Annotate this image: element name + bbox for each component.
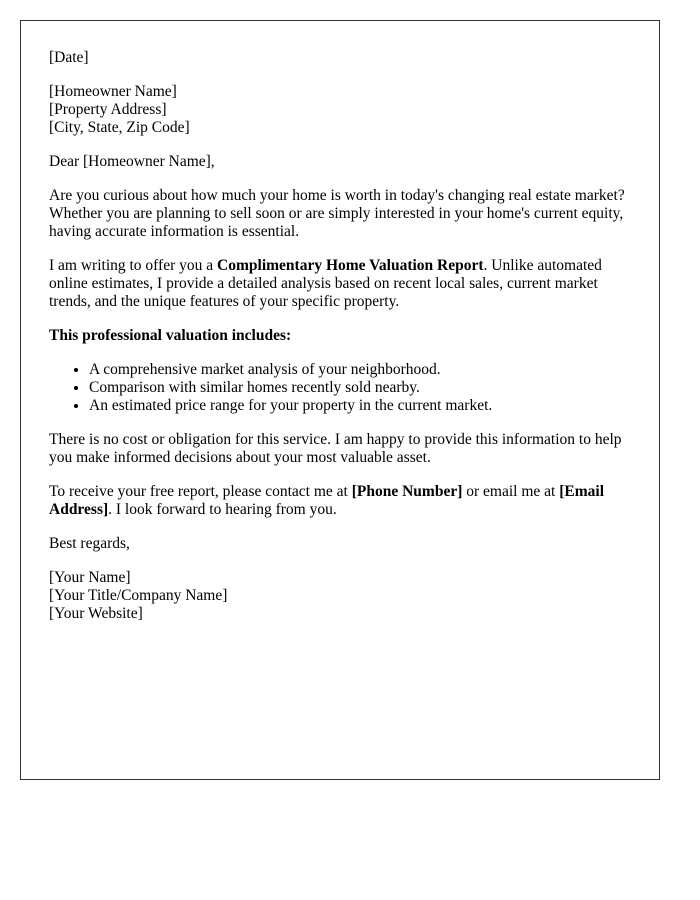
includes-heading-text: This professional valuation includes:	[49, 327, 292, 344]
no-cost-paragraph: There is no cost or obligation for this service. I am happy to provide this information to help you make informed decisions about your most valuable asset.	[49, 431, 622, 466]
closing: Best regards,	[49, 535, 130, 552]
list-item: • Comparison with similar homes recently sold nearby.	[89, 379, 631, 397]
contact-text-before: To receive your free report, please contact me at	[49, 483, 352, 500]
signature-title-company: [Your Title/Company Name]	[49, 587, 228, 604]
includes-list	[49, 361, 631, 415]
letter-date: [Date]	[49, 49, 89, 66]
salutation: Dear [Homeowner Name],	[49, 153, 215, 170]
letter-page	[20, 20, 660, 780]
signature-name: [Your Name]	[49, 569, 131, 586]
list-item: • An estimated price range for your property in the current market.	[89, 397, 631, 415]
offer-report-name: Complimentary Home Valuation Report	[217, 257, 484, 274]
signature-website: [Your Website]	[49, 605, 143, 622]
contact-phone: [Phone Number]	[351, 483, 463, 500]
recipient-city-state-zip: [City, State, Zip Code]	[49, 119, 190, 136]
list-item: • A comprehensive market analysis of your neighborhood.	[89, 361, 631, 379]
contact-text-middle: or email me at	[462, 483, 560, 500]
offer-text-after: . Unlike automated online estimates, I provide a detailed analysis based on recent local sales, current market trends, and the unique features of your specific property.	[49, 257, 602, 310]
intro-paragraph: Are you curious about how much your home is worth in today's changing real estate market? Whether you are planning to sell soon or are simply interested in your home's current equity, having accurate information is essential.	[49, 187, 625, 240]
recipient-address: [Property Address]	[49, 101, 167, 118]
recipient-address-block	[49, 83, 631, 137]
signature-block	[49, 569, 631, 623]
contact-text-after: . I look forward to hearing from you.	[108, 501, 337, 518]
offer-paragraph	[49, 257, 631, 311]
offer-text-before: I am writing to offer you a	[49, 257, 218, 274]
recipient-name: [Homeowner Name]	[49, 83, 177, 100]
contact-paragraph	[49, 483, 631, 519]
includes-heading	[49, 327, 631, 345]
contact-email: [Email Address]	[49, 483, 605, 518]
